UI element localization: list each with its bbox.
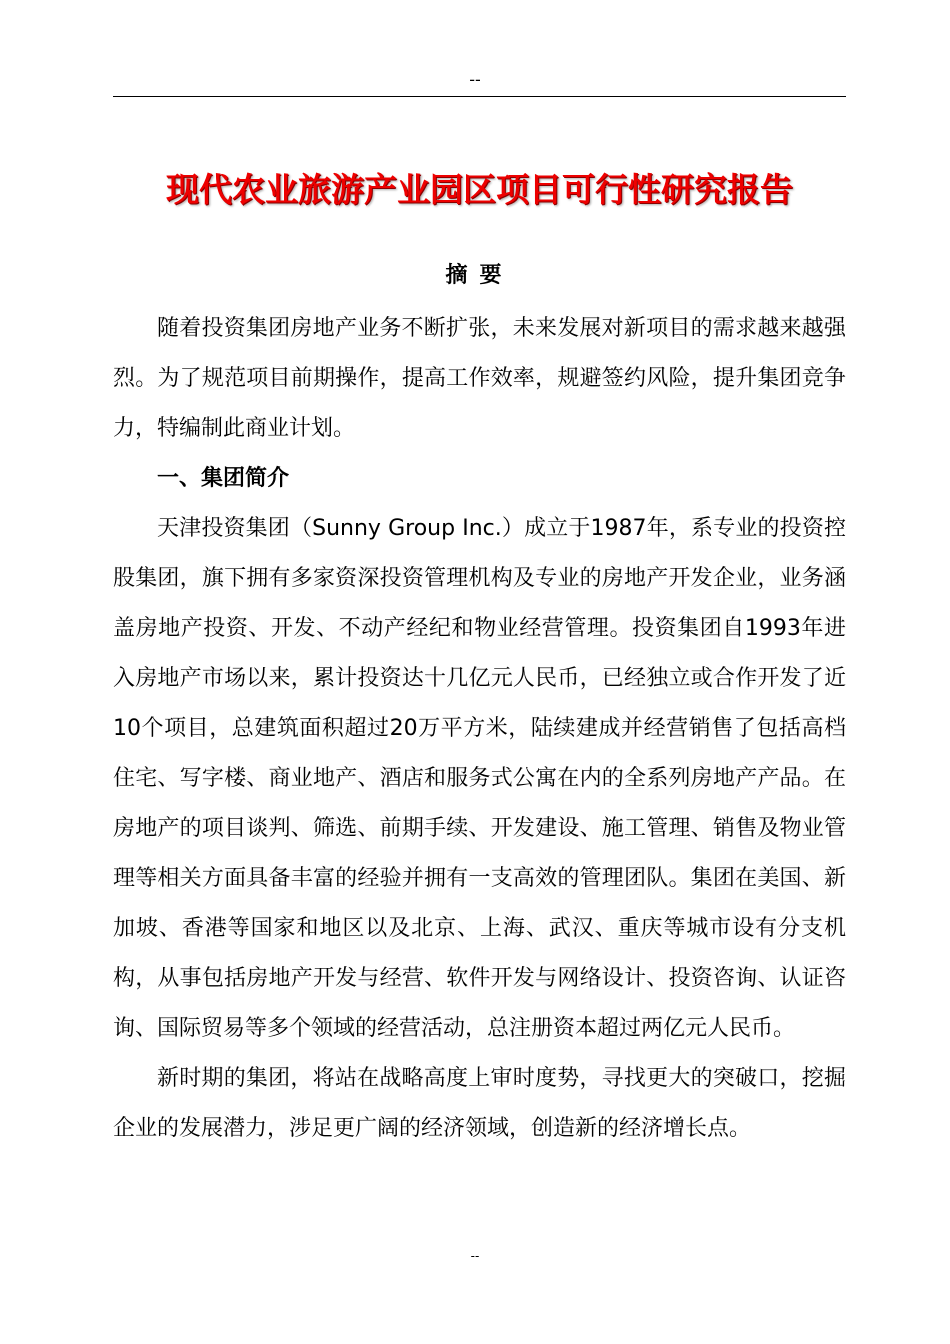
header-rule bbox=[113, 96, 846, 97]
abstract-paragraph: 随着投资集团房地产业务不断扩张，未来发展对新项目的需求越来越强烈。为了规范项目前期操作，提高工作效率，规避签约风险，提升集团竞争力，特编制此商业计划。 bbox=[113, 316, 846, 441]
document-body bbox=[113, 258, 846, 1154]
document-title: 现代农业旅游产业园区项目可行性研究报告 bbox=[166, 170, 793, 209]
body-paragraph: 天津投资集团（Sunny Group Inc.）成立于1987年，系专业的投资控股集团，旗下拥有多家资深投资管理机构及专业的房地产开发企业，业务涵盖房地产投资、开发、不动产经纪和物业经营管理。投资集团自1993年进入房地产市场以来，累计投资达十几亿元人民币，已经独立或合作开发了近10个项目，总建筑面积超过20万平方米，陆续建成并经营销售了包括高档住宅、写字楼、商业地产、酒店和服务式公寓在内的全系列房地产产品。在房地产的项目谈判、筛选、前期手续、开发建设、施工管理、销售及物业管理等相关方面具备丰富的经验并拥有一支高效的管理团队。集团在美国、新加坡、香港等国家和地区以及北京、上海、武汉、重庆等城市设有分支机构，从事包括房地产开发与经营、软件开发与网络设计、投资咨询、认证咨询、国际贸易等多个领域的经营活动，总注册资本超过两亿元人民币。 bbox=[113, 516, 846, 1041]
header-mark: -- bbox=[469, 70, 481, 89]
abstract-heading: 摘要 bbox=[445, 263, 514, 288]
section-heading: 一、集团简介 bbox=[157, 466, 290, 491]
footer-mark: -- bbox=[470, 1249, 480, 1263]
body-paragraph: 新时期的集团，将站在战略高度上审时度势，寻找更大的突破口，挖掘企业的发展潜力，涉足更广阔的经济领域，创造新的经济增长点。 bbox=[113, 1066, 846, 1141]
